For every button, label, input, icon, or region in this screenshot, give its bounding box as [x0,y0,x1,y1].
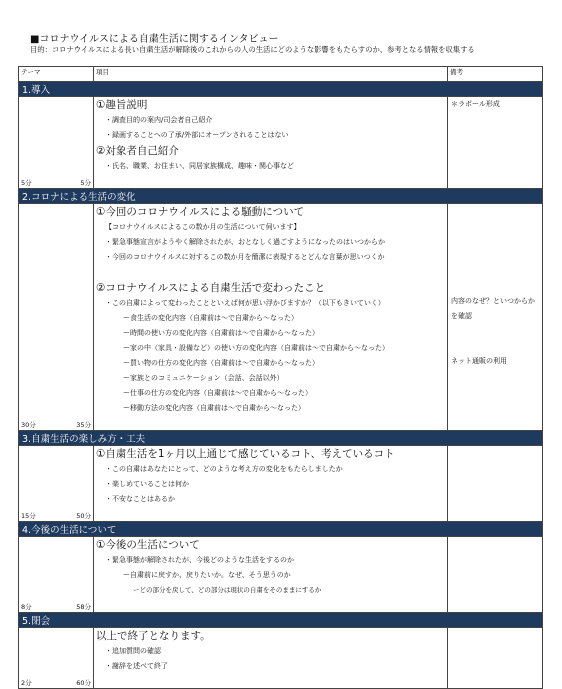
header-item: 項目 [94,67,448,82]
section-header-row [19,82,543,97]
cumulative-time: 50分 [76,512,91,520]
section-title: 4.今後の生活について [19,522,543,537]
item-line: ー自粛前に戻すか、戻りたいか。なぜ、そう思うのか [123,571,291,579]
section-body-row [19,446,543,522]
theme-cell [19,97,94,189]
item-heading: ②コロナウイルスによる自粛生活で変わったこと [96,282,326,294]
cumulative-time: 60分 [76,679,91,687]
section-header-row [19,522,543,537]
item-line: ー家族とのコミュニケーション（会話、会話以外） [123,374,284,382]
remark-text: 内容のなぜ？といつからか [451,297,535,305]
item-line: ー家の中（家具・設備など）の使い方の変化内容（自粛前は～で自粛から～なった） [123,344,389,352]
item-line: ・調査目的の案内/司会者自己紹介 [105,116,213,124]
section-duration: 5分 [21,179,32,187]
section-header-row [19,431,543,446]
item-heading: ①今後の生活について [96,539,200,551]
purpose-text: 目的：コロナウイルスによる長い自粛生活が解除後のこれからの人の生活にどのような影響をもたらすのか、参考となる情報を収集する [30,45,475,54]
section-body-row [19,204,543,431]
item-line: ・楽しめていることは何か [105,480,189,488]
item-cell [94,537,448,613]
item-line: ーどの部分を戻して、どの部分は現状の自粛をそのままにするか [133,586,322,594]
theme-cell [19,204,94,431]
interview-guide-table [18,66,543,689]
item-line: ー買い物の仕方の変化内容（自粛前は～で自粛から～なった） [123,359,319,367]
section-body-row [19,628,543,689]
remarks-cell [448,628,543,689]
item-heading: ②対象者自己紹介 [96,145,179,157]
remark-text [448,324,542,339]
item-line: ー時間の使い方の変化内容（自粛前は～で自粛から～なった） [123,329,319,337]
header-row [19,67,543,82]
remark-text: ネット通販の利用 [451,357,507,365]
cumulative-time: 58分 [76,603,91,611]
cell-padding [95,598,447,612]
remark-text [448,264,542,279]
item-line: ー仕事の仕方の変化内容（自粛前は～で自粛から～なった） [123,389,312,397]
section-duration: 30分 [21,421,36,429]
section-title: 3.自粛生活の楽しみ方・工夫 [19,431,543,446]
section-title: 2.コロナによる生活の変化 [19,189,543,204]
item-cell [94,446,448,522]
cell-padding [95,507,447,521]
time-allocation [21,602,91,611]
remark-text: ＊ラポール形成 [451,100,500,108]
remarks-cell [448,537,543,613]
remarks-cell [448,446,543,522]
item-heading: 以上で終了となります。 [96,630,211,642]
item-heading: ①今回のコロナウイルスによる騒動について [96,206,305,218]
item-heading: ①趣旨説明 [96,99,148,111]
item-line: ・不安なことはあるか [105,495,175,503]
item-line: ・氏名、職業、お住まい、同居家族構成、趣味・関心事など [105,162,294,170]
cell-padding [95,416,447,430]
item-cell [94,628,448,689]
item-line: ー食生活の変化内容（自粛前は～で自粛から～なった） [123,314,298,322]
item-line: ・緊急事態が解除されたが、今後どのような生活をするのか [105,556,294,564]
time-allocation [21,420,91,429]
cumulative-time: 35分 [76,421,91,429]
cell-padding [95,674,447,688]
item-line: ・緊急事態宣言がようやく解除されたが、おとなしく過ごすようになったのはいつからか [105,238,385,246]
remarks-cell [448,97,543,189]
time-allocation [21,678,91,687]
cell-padding [95,174,447,188]
item-line: ・録画することへの了承/外部にオープンされることはない [105,131,289,139]
document-title: ■コロナウイルスによる自粛生活に関するインタビュー [30,34,279,45]
theme-cell [19,628,94,689]
section-title: 1.導入 [19,82,543,97]
item-line: ・追加質問の確認 [105,647,161,655]
time-allocation [21,511,91,520]
item-cell [94,97,448,189]
section-duration: 8分 [21,603,32,611]
item-line: ・この自粛はあなたにとって、どのような考え方の変化をもたらしましたか [105,465,343,473]
header-remarks: 備考 [448,67,543,82]
section-duration: 2分 [21,679,32,687]
time-allocation [21,178,91,187]
section-duration: 15分 [21,512,36,520]
header-theme: テーマ [19,67,94,82]
item-line: ー移動方法の変化内容（自粛前は～で自粛から～なった） [123,404,305,412]
section-body-row [19,97,543,189]
remark-text [448,219,542,234]
remark-text [448,249,542,264]
theme-cell [19,537,94,613]
remarks-cell [448,204,543,431]
item-line: ・この自粛によって変わったことといえば何が思い浮かびますか？（以下もきいていく） [105,299,385,307]
item-heading: ①自粛生活を1ヶ月以上通じて感じているコト、考えているコト [96,448,395,460]
spacer [95,265,447,280]
item-line: 【コロナウイルスによるこの数か月の生活について伺います】 [105,223,301,231]
section-body-row [19,537,543,613]
theme-cell [19,446,94,522]
remark-text [448,279,542,294]
cumulative-time: 5分 [80,179,91,187]
remark-text: を確認 [451,312,472,320]
item-line: ・今回のコロナウイルスに対するこの数か月を簡潔に表現するとどんな言葉が思いつくか [105,253,385,261]
item-line: ・謝辞を述べて終了 [105,662,168,670]
section-header-row [19,613,543,628]
remark-text [448,204,542,219]
section-title: 5.閉会 [19,613,543,628]
remark-text [448,339,542,354]
remark-text [448,234,542,249]
section-header-row [19,189,543,204]
item-cell [94,204,448,431]
